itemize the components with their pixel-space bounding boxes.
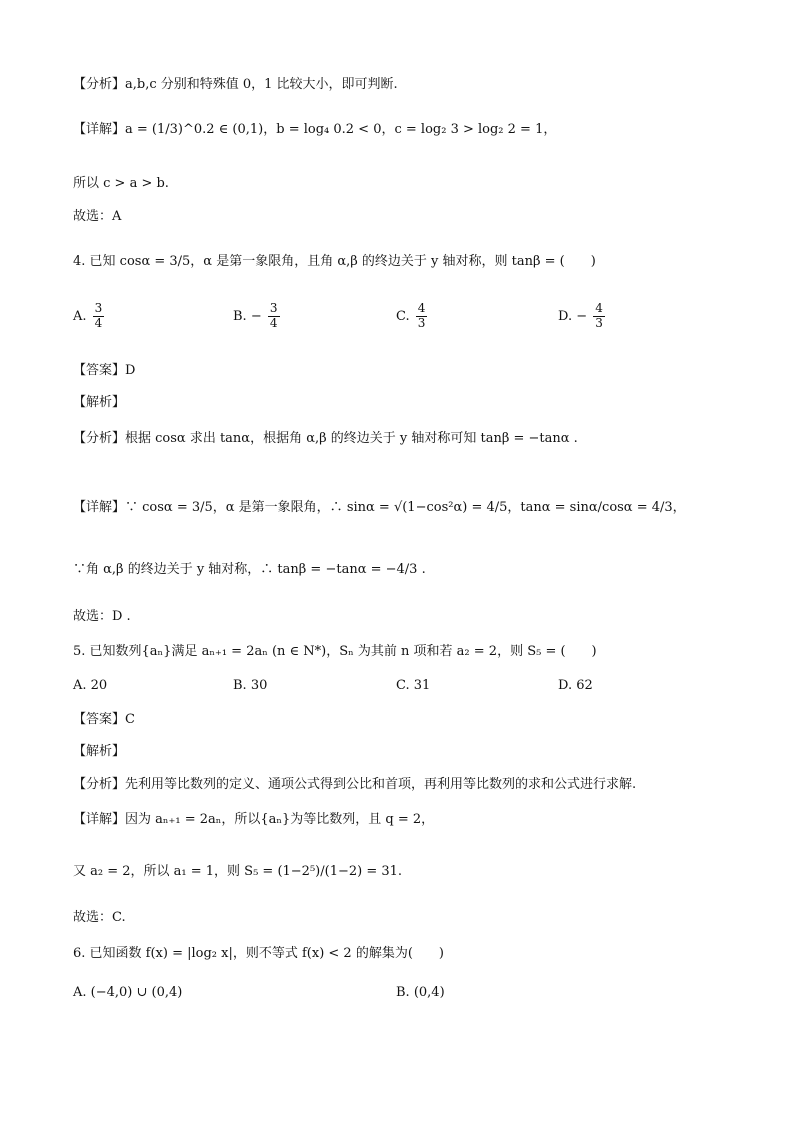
q3-analysis-text: 【分析】a,b,c 分别和特殊值 0，1 比较大小，即可判断. bbox=[73, 77, 398, 92]
q4-solution-heading: 【解析】 bbox=[73, 395, 126, 410]
q3-detail bbox=[73, 118, 556, 137]
option-fraction bbox=[416, 302, 428, 331]
q4-analysis: 【分析】根据 cosα 求出 tanα，根据角 α,β 的终边关于 y 轴对称可知 tanβ = −tanα . bbox=[73, 431, 578, 446]
q5-option-a: A. 20 bbox=[73, 678, 108, 693]
q5-detail: 【详解】因为 aₙ₊₁ = 2aₙ，所以{aₙ}为等比数列，且 q = 2， bbox=[73, 812, 435, 827]
q5-solution-heading: 【解析】 bbox=[73, 744, 126, 759]
q5-analysis: 【分析】先利用等比数列的定义、通项公式得到公比和首项，再利用等比数列的求和公式进行求解. bbox=[73, 777, 637, 792]
q5-conclusion: 故选：C. bbox=[73, 910, 126, 925]
option-fraction bbox=[593, 302, 605, 331]
option-sign: − bbox=[576, 308, 588, 324]
q4-option-d bbox=[558, 302, 607, 331]
option-label: B. bbox=[233, 308, 247, 324]
q4-question: 4. 已知 cosα = 3/5，α 是第一象限角，且角 α,β 的终边关于 y 轴对称，则 tanβ = ( ) bbox=[73, 254, 596, 269]
q3-detail-math: 【详解】a = (1/3)^0.2 ∈ (0,1)，b = log₄ 0.2 < 0，c = log₂ 3 > log₂ 2 = 1， bbox=[73, 122, 557, 137]
q4-option-c bbox=[396, 302, 429, 331]
denominator: 3 bbox=[595, 315, 603, 330]
q3-conclusion: 所以 c > a > b. bbox=[73, 176, 169, 191]
denominator: 3 bbox=[417, 315, 426, 330]
numerator: 4 bbox=[595, 301, 603, 315]
q4-option-a bbox=[73, 302, 106, 331]
q5-option-c: C. 31 bbox=[396, 678, 431, 693]
q6-option-b: B. (0,4) bbox=[396, 985, 445, 1000]
q4-answer-key: 【答案】D bbox=[73, 363, 136, 378]
option-fraction bbox=[93, 302, 105, 331]
q3-answer: 故选：A bbox=[73, 209, 122, 224]
numerator: 4 bbox=[417, 301, 426, 315]
option-sign: − bbox=[250, 308, 262, 324]
numerator: 3 bbox=[94, 301, 103, 315]
q6-question: 6. 已知函数 f(x) = |log₂ x|，则不等式 f(x) < 2 的解集为( ) bbox=[73, 946, 444, 961]
q5-answer-key: 【答案】C bbox=[73, 712, 135, 727]
q4-option-b bbox=[233, 302, 282, 331]
numerator: 3 bbox=[269, 301, 278, 315]
q6-option-a: A. (−4,0) ∪ (0,4) bbox=[73, 985, 183, 1000]
q5-question: 5. 已知数列{aₙ}满足 aₙ₊₁ = 2aₙ (n ∈ N*)，Sₙ 为其前 n 项和若 a₂ = 2，则 S₅ = ( ) bbox=[73, 644, 597, 659]
option-label: A. bbox=[73, 308, 87, 324]
q5-option-b: B. 30 bbox=[233, 678, 268, 693]
q5-detail-2: 又 a₂ = 2，所以 a₁ = 1，则 S₅ = (1−2⁵)/(1−2) = 31. bbox=[73, 864, 403, 879]
q4-conclusion: 故选：D . bbox=[73, 609, 131, 624]
q4-detail: 【详解】∵ cosα = 3/5，α 是第一象限角，∴ sinα = √(1−cos²α) = 4/5，tanα = sinα/cosα = 4/3， bbox=[73, 500, 686, 515]
q3-analysis bbox=[73, 73, 398, 92]
denominator: 4 bbox=[269, 315, 278, 330]
denominator: 4 bbox=[94, 315, 103, 330]
q4-detail-2: ∵角 α,β 的终边关于 y 轴对称，∴ tanβ = −tanα = −4/3 . bbox=[73, 562, 426, 577]
option-fraction bbox=[268, 302, 280, 331]
option-label: C. bbox=[396, 308, 410, 324]
option-label: D. bbox=[558, 308, 573, 324]
q5-option-d: D. 62 bbox=[558, 678, 593, 693]
